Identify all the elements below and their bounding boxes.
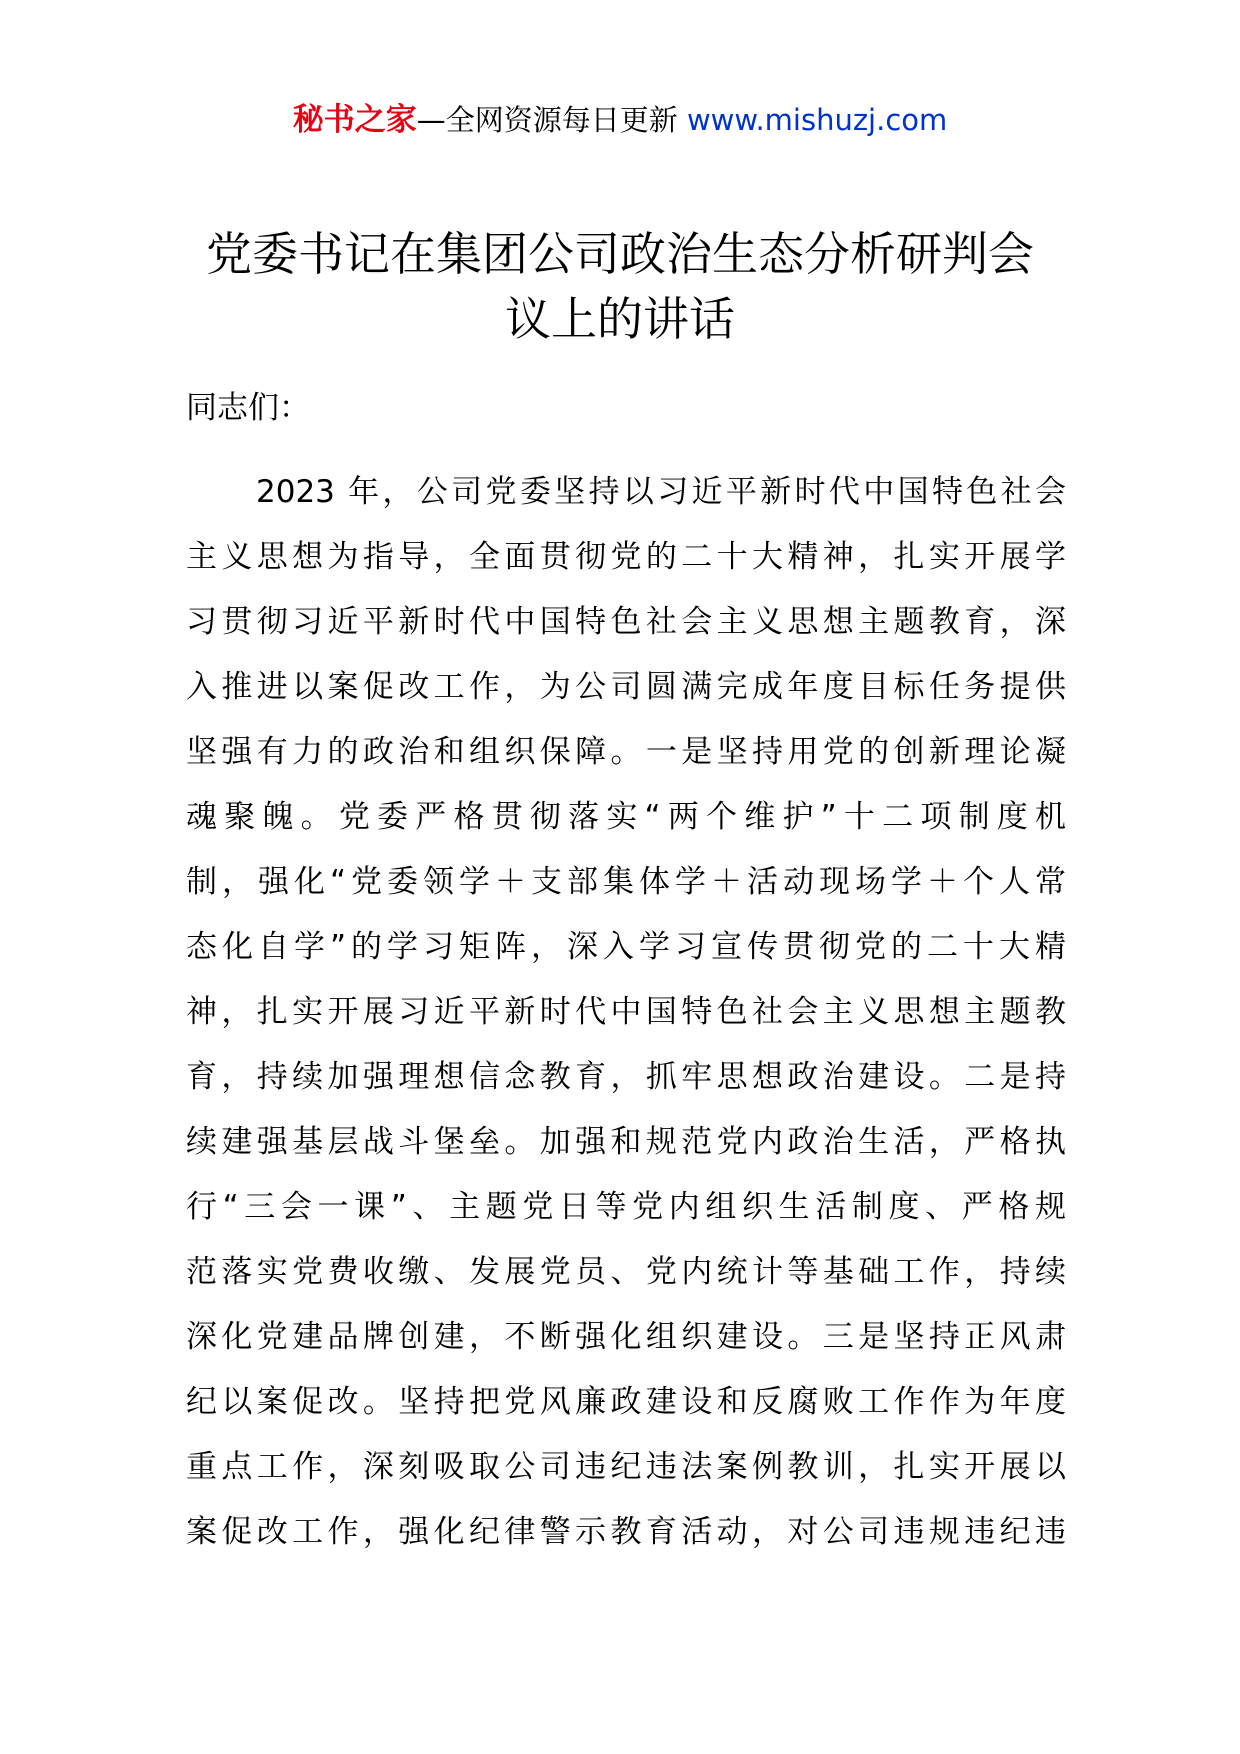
body-line: 范落实党费收缴、发展党员、党内统计等基础工作，持续 bbox=[186, 1254, 1066, 1290]
body-line: 纪以案促改。坚持把党风廉政建设和反腐败工作作为年度 bbox=[186, 1384, 1066, 1420]
salutation: 同志们： bbox=[186, 390, 310, 426]
body-line: 2023 年，公司党委坚持以习近平新时代中国特色社会 bbox=[256, 474, 1066, 510]
body-paragraph bbox=[186, 470, 1066, 1575]
title-line-1: 党委书记在集团公司政治生态分析研判会 bbox=[206, 227, 1034, 281]
body-line: 案促改工作，强化纪律警示教育活动，对公司违规违纪违 bbox=[186, 1514, 1066, 1550]
body-line: 习贯彻习近平新时代中国特色社会主义思想主题教育，深 bbox=[186, 604, 1066, 640]
body-line: 育，持续加强理想信念教育，抓牢思想政治建设。二是持 bbox=[186, 1059, 1066, 1095]
site-header bbox=[0, 100, 1240, 140]
body-line: 深化党建品牌创建，不断强化组织建设。三是坚持正风肃 bbox=[186, 1319, 1066, 1355]
brand-name: 秘书之家 bbox=[292, 102, 417, 138]
body-line: 制，强化“党委领学＋支部集体学＋活动现场学＋个人常 bbox=[186, 864, 1066, 900]
body-line: 入推进以案促改工作，为公司圆满完成年度目标任务提供 bbox=[186, 669, 1066, 705]
body-line: 主义思想为指导，全面贯彻党的二十大精神，扎实开展学 bbox=[186, 539, 1066, 575]
header-tagline: —全网资源每日更新 bbox=[416, 103, 678, 137]
site-url-link[interactable]: www.mishuzj.com bbox=[686, 103, 948, 137]
body-line: 重点工作，深刻吸取公司违纪违法案例教训，扎实开展以 bbox=[186, 1449, 1066, 1485]
body-line: 续建强基层战斗堡垒。加强和规范党内政治生活，严格执 bbox=[186, 1124, 1066, 1160]
title-line-2: 议上的讲话 bbox=[505, 292, 735, 346]
document-title bbox=[0, 222, 1240, 352]
body-line: 魂聚魄。党委严格贯彻落实“两个维护”十二项制度机 bbox=[186, 799, 1066, 835]
body-line: 行“三会一课”、主题党日等党内组织生活制度、严格规 bbox=[186, 1189, 1066, 1225]
body-line: 坚强有力的政治和组织保障。一是坚持用党的创新理论凝 bbox=[186, 734, 1066, 770]
body-line: 态化自学”的学习矩阵，深入学习宣传贯彻党的二十大精 bbox=[186, 929, 1066, 965]
body-line: 神，扎实开展习近平新时代中国特色社会主义思想主题教 bbox=[186, 994, 1066, 1030]
